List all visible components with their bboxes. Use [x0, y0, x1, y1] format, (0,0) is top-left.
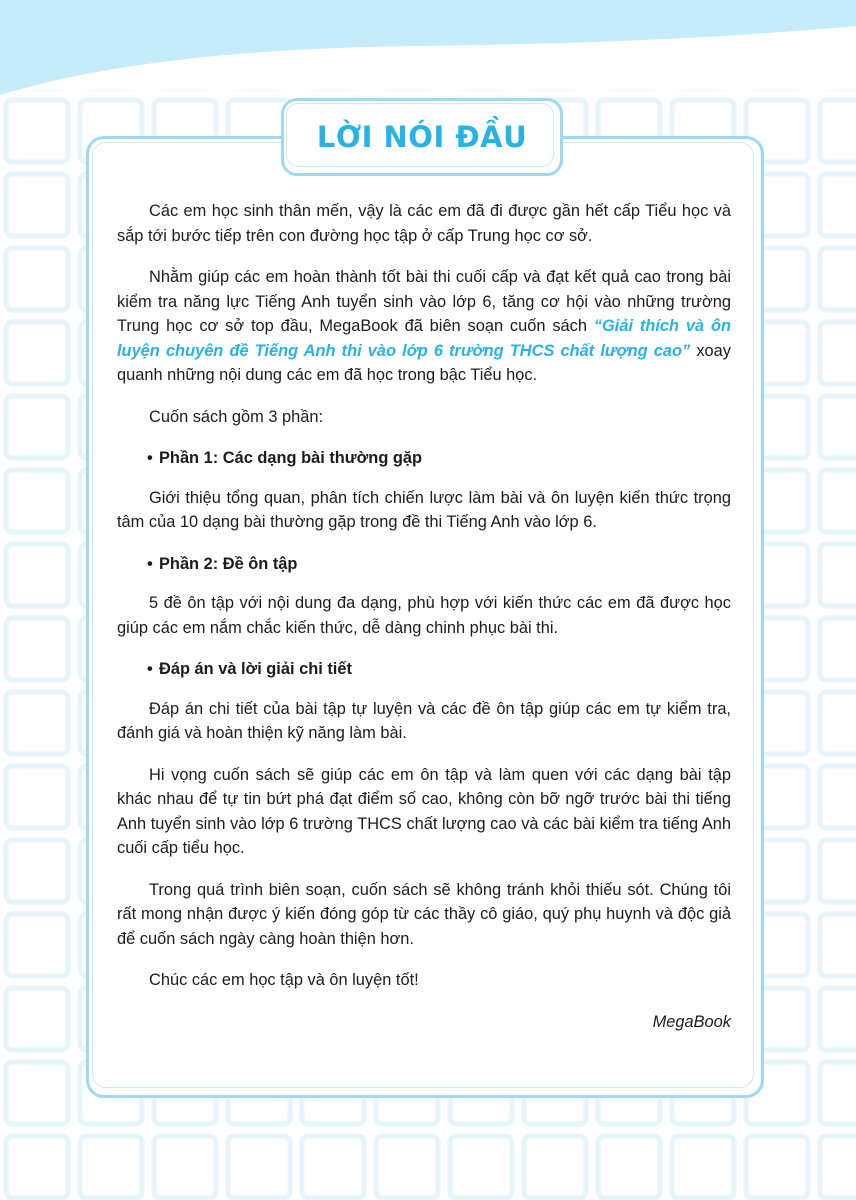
bullet-part-1: [117, 446, 731, 471]
bullet-part-2-label: Phần 2: Đề ôn tập: [159, 554, 298, 573]
bullet-dot: •: [147, 660, 153, 678]
bullet-dot: •: [147, 554, 153, 573]
bullet-answers-label: Đáp án và lời giải chi tiết: [159, 660, 352, 678]
bullet-part-2: [117, 552, 731, 577]
preface-body: [117, 199, 731, 1051]
bullet-dot: •: [147, 449, 153, 467]
paragraph-purpose: [117, 265, 731, 388]
paragraph-part-2: 5 đề ôn tập với nội dung đa dạng, phù hợp với kiến thức các em đã được học giúp các em nắm chắc kiến thức, dễ dàng chinh phục bài thi.: [117, 594, 731, 637]
top-wave-decoration: [0, 0, 856, 110]
paragraph-purpose-start: Nhằm giúp các em hoàn thành tốt bài thi cuối cấp và đạt kết quả cao trong bài kiểm tra năng lực Tiếng Anh tuyển sinh vào lớp 6, tăng cơ hội vào những trường Trung học cơ sở top đầu, MegaBook đã biên soạn cuốn sách: [117, 268, 731, 335]
paragraph-feedback: Trong quá trình biên soạn, cuốn sách sẽ không tránh khỏi thiếu sót. Chúng tôi rất mong nhận được ý kiến đóng góp từ các thầy cô giáo, quý phụ huynh và độc giả để cuốn sách ngày càng hoàn thiện hơn.: [117, 880, 731, 948]
paragraph-hope: Hi vọng cuốn sách sẽ giúp các em ôn tập và làm quen với các dạng bài tập khác nhau để tự tin bứt phá đạt điểm số cao, không còn bỡ ngỡ trước bài thi tiếng Anh tuyển sinh vào lớp 6 trường THCS chất lượng cao và các bài kiểm tra tiếng Anh cuối cấp tiểu học.: [117, 765, 731, 857]
bullet-answers: [117, 657, 731, 682]
paragraph-structure: Cuốn sách gồm 3 phần:: [149, 407, 324, 426]
book-title: “Giải thích và ôn luyện chuyên đề Tiếng Anh thi vào lớp 6 trường THCS chất lượng cao”: [117, 317, 731, 360]
page-title: LỜI NÓI ĐẦU: [316, 120, 528, 154]
paragraph-answers: Đáp án chi tiết của bài tập tự luyện và các đề ôn tập giúp các em tự kiểm tra, đánh giá và hoàn thiện kỹ năng làm bài.: [117, 699, 731, 742]
paragraph-wishes: Chúc các em học tập và ôn luyện tốt!: [149, 971, 419, 989]
signature: MegaBook: [652, 1012, 731, 1031]
paragraph-part-1: Giới thiệu tổng quan, phân tích chiến lược làm bài và ôn luyện kiến thức trọng tâm của 10 dạng bài thường gặp trong đề thi Tiếng Anh vào lớp 6.: [117, 488, 731, 531]
paragraph-intro: Các em học sinh thân mến, vậy là các em đã đi được gần hết cấp Tiểu học và sắp tới bước tiếp trên con đường học tập ở cấp Trung học cơ sở.: [117, 202, 731, 245]
bullet-part-1-label: Phần 1: Các dạng bài thường gặp: [159, 449, 423, 467]
paragraph-purpose-end: xoay quanh những nội dung các em đã học trong bậc Tiểu học.: [117, 341, 731, 384]
